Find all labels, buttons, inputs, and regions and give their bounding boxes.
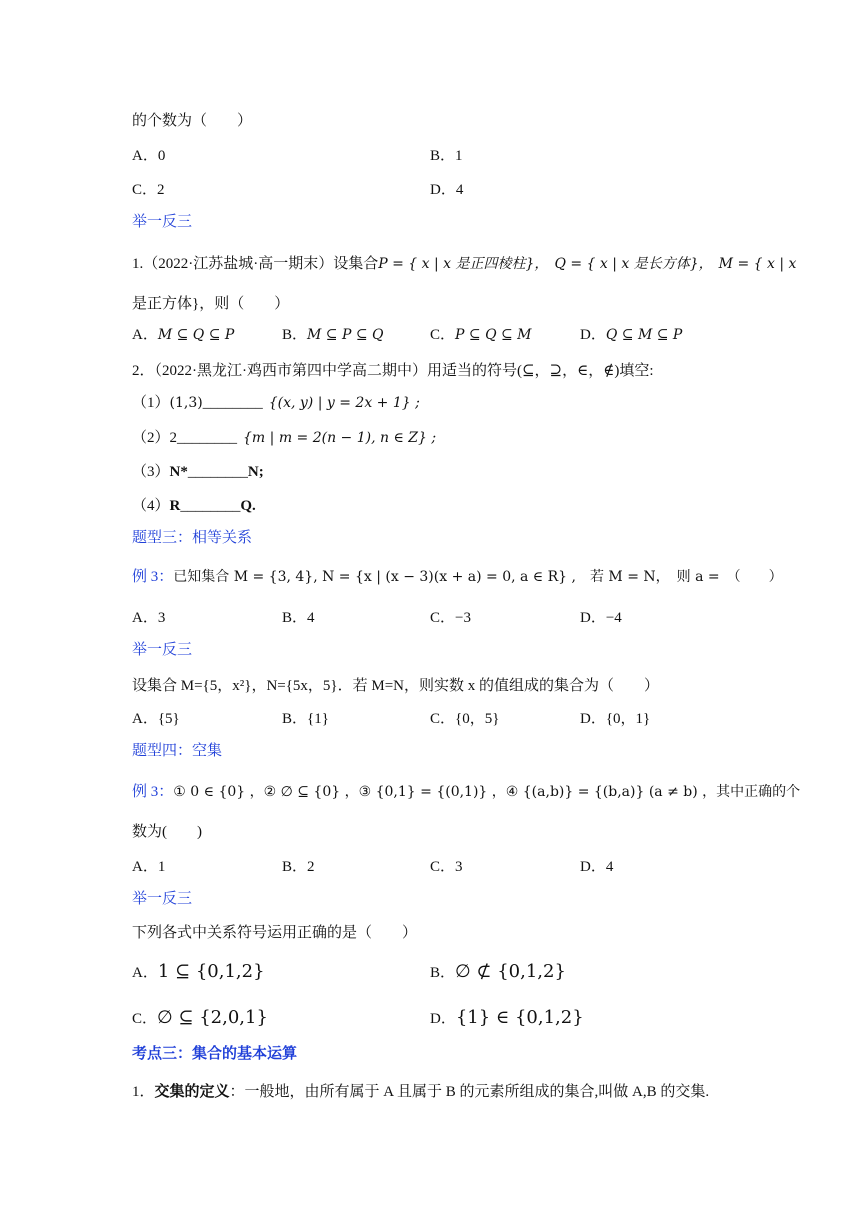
option-c: C．−3 bbox=[430, 610, 471, 626]
item-right: {m | m = 2(n − 1), n ∈ Z} ; bbox=[243, 430, 437, 446]
option-d: D．{0，1} bbox=[580, 711, 651, 727]
question-stem-tail: 的个数为（ ） bbox=[132, 113, 253, 129]
item-label: （3） bbox=[132, 464, 170, 480]
practice-1-line1 bbox=[132, 254, 796, 274]
option-a bbox=[132, 962, 265, 983]
example-3-empty-set-stem bbox=[132, 782, 800, 802]
option-expr: ∅ ⊄ {0,1,2} bbox=[455, 961, 566, 982]
option-a: A．0 bbox=[132, 148, 166, 164]
option-a: A．3 bbox=[132, 610, 166, 626]
practice-2-stem: 2．（2022·黑龙江·鸡西市第四中学高二期中）用适当的符号(⊆，⊇，∈，∉)填空: bbox=[132, 363, 654, 379]
blank: ________ bbox=[177, 430, 238, 446]
set-p: P = { x | x 是正四棱柱}， bbox=[378, 256, 549, 272]
option-c: C．{0，5} bbox=[430, 711, 500, 727]
option-expr: P ⊆ Q ⊆ M bbox=[455, 327, 532, 343]
option-b: B．2 bbox=[282, 859, 315, 875]
practice-heading: 举一反三 bbox=[132, 891, 193, 907]
definition-number: 1． bbox=[132, 1084, 155, 1100]
item-right: Q. bbox=[240, 498, 256, 514]
option-c bbox=[430, 325, 532, 345]
practice-heading: 举一反三 bbox=[132, 214, 193, 230]
option-a: A．{5} bbox=[132, 711, 180, 727]
option-d: D．4 bbox=[580, 859, 614, 875]
item-right: {(x, y) | y = 2x + 1} ; bbox=[268, 395, 420, 411]
set-m: M = { x | x bbox=[718, 256, 797, 272]
blank: ________ bbox=[180, 498, 241, 514]
option-c bbox=[132, 1008, 268, 1029]
option-d bbox=[580, 325, 682, 345]
practice-3-stem: 设集合 M={5，x²}，N={5x，5}．若 M=N，则实数 x 的值组成的集合为（ ） bbox=[132, 678, 660, 694]
option-expr: Q ⊆ M ⊆ P bbox=[605, 327, 683, 343]
item-label: （2） bbox=[132, 430, 170, 446]
option-a: A．1 bbox=[132, 859, 166, 875]
practice-4-stem: 下列各式中关系符号运用正确的是（ ） bbox=[132, 925, 418, 941]
option-d: D．−4 bbox=[580, 610, 622, 626]
item-label: （1） bbox=[132, 395, 170, 411]
fill-item-3 bbox=[132, 462, 264, 482]
option-b: B．{1} bbox=[282, 711, 329, 727]
item-left: (1,3) bbox=[169, 395, 203, 411]
example-3-line2: 数为( ) bbox=[132, 824, 202, 840]
option-label: B． bbox=[430, 965, 456, 981]
option-label: D． bbox=[580, 327, 606, 343]
option-expr: ∅ ⊆ {2,0,1} bbox=[157, 1007, 268, 1028]
option-expr: M ⊆ P ⊆ Q bbox=[307, 327, 384, 343]
option-label: C． bbox=[132, 1011, 158, 1027]
option-expr: {1} ∈ {0,1,2} bbox=[455, 1007, 584, 1028]
section-heading: 考点三：集合的基本运算 bbox=[132, 1046, 298, 1062]
definition-intersection bbox=[132, 1082, 709, 1102]
example-text: 已知集合 M = {3, 4}, N = {x | (x − 3)(x + a) = 0, a ∈ R} , 若 M = N， 则 a = （ ） bbox=[173, 569, 783, 585]
item-right: N; bbox=[247, 464, 264, 480]
example-text: ① 0 ∈ {0} ，② ∅ ⊆ {0} ，③ {0,1} = {(0,1)} ，④ {(a,b)} = {(b,a)} (a ≠ b) ，其中正确的个 bbox=[173, 784, 801, 800]
option-a bbox=[132, 325, 234, 345]
option-b bbox=[282, 325, 384, 345]
fill-item-1 bbox=[132, 393, 420, 413]
example-label: 例 3： bbox=[132, 569, 174, 585]
option-label: A． bbox=[132, 965, 158, 981]
option-b: B．4 bbox=[282, 610, 315, 626]
set-q: Q = { x | x 是长方体}， bbox=[554, 256, 713, 272]
option-c: C．3 bbox=[430, 859, 463, 875]
option-b: B．1 bbox=[430, 148, 463, 164]
item-left: 2 bbox=[169, 430, 178, 446]
fill-item-4 bbox=[132, 496, 256, 516]
section-heading: 题型四：空集 bbox=[132, 743, 223, 759]
option-expr: 1 ⊆ {0,1,2} bbox=[157, 961, 265, 982]
item-left: N* bbox=[169, 464, 188, 480]
option-d bbox=[430, 1008, 584, 1029]
practice-1-source: 1.（2022·江苏盐城·高一期末）设集合 bbox=[132, 256, 379, 272]
option-d: D．4 bbox=[430, 182, 464, 198]
item-label: （4） bbox=[132, 498, 170, 514]
example-3-stem bbox=[132, 567, 783, 587]
definition-text: ：一般地，由所有属于 A 且属于 B 的元素所组成的集合,叫做 A,B 的交集. bbox=[229, 1084, 710, 1100]
item-left: R bbox=[169, 498, 181, 514]
practice-heading: 举一反三 bbox=[132, 642, 193, 658]
section-heading: 题型三：相等关系 bbox=[132, 530, 253, 546]
option-label: D． bbox=[430, 1011, 456, 1027]
option-b bbox=[430, 962, 566, 983]
blank: ________ bbox=[202, 395, 263, 411]
option-c: C．2 bbox=[132, 182, 165, 198]
fill-item-2 bbox=[132, 428, 436, 448]
example-label: 例 3： bbox=[132, 784, 174, 800]
definition-term: 交集的定义 bbox=[154, 1084, 230, 1100]
option-label: B． bbox=[282, 327, 308, 343]
option-label: A． bbox=[132, 327, 158, 343]
practice-1-line2: 是正方体}，则（ ） bbox=[132, 296, 290, 312]
blank: ________ bbox=[187, 464, 248, 480]
option-expr: M ⊆ Q ⊆ P bbox=[157, 327, 235, 343]
option-label: C． bbox=[430, 327, 456, 343]
